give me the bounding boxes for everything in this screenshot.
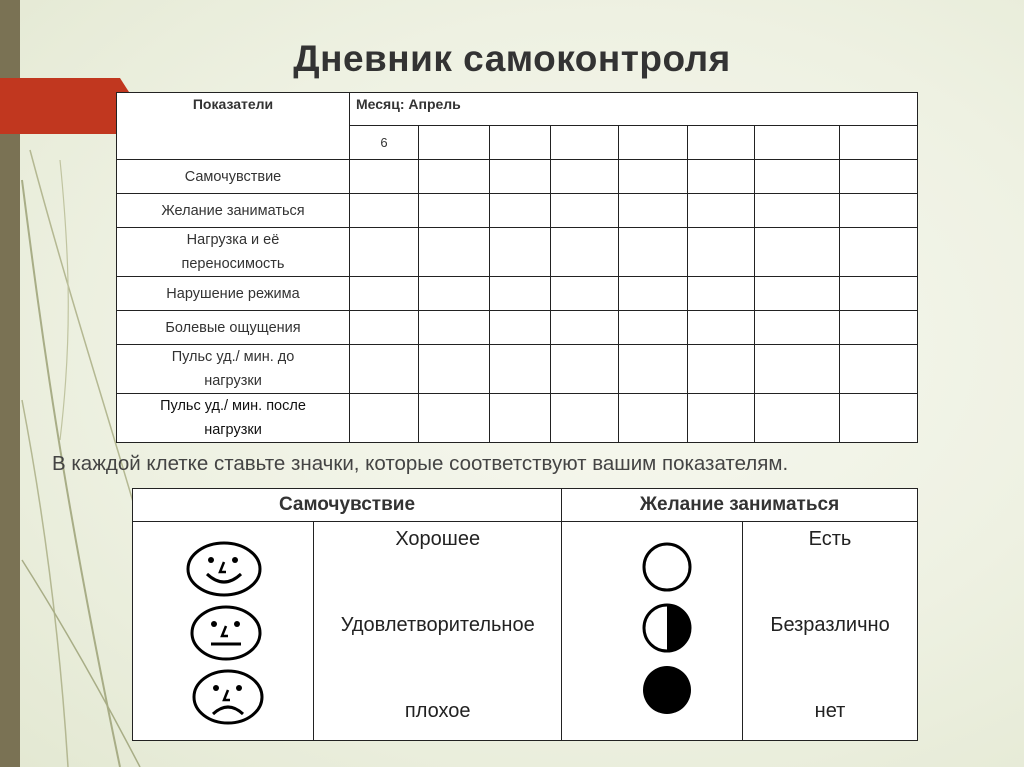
legend-table: [132, 488, 918, 741]
table-row: [117, 277, 918, 311]
month-header: Месяц: Апрель: [350, 93, 918, 126]
day-cell: [840, 126, 918, 160]
entry-cell[interactable]: [755, 311, 840, 345]
indicators-header: Показатели: [117, 93, 350, 160]
day-cell: [419, 126, 490, 160]
table-row: [117, 345, 918, 394]
entry-cell[interactable]: [350, 394, 419, 443]
day-cell: 6: [350, 126, 419, 160]
entry-cell[interactable]: [490, 228, 551, 277]
row-label: Нарушение режима: [117, 277, 350, 311]
table-row: [117, 394, 918, 443]
entry-cell[interactable]: [755, 277, 840, 311]
entry-cell[interactable]: [490, 394, 551, 443]
desire-indifferent-label: Безразлично: [770, 614, 890, 636]
day-cell: [619, 126, 688, 160]
entry-cell[interactable]: [619, 345, 688, 394]
table-row: [117, 311, 918, 345]
row-label: Пульс уд./ мин. до нагрузки: [117, 345, 350, 394]
entry-cell[interactable]: [688, 394, 755, 443]
entry-cell[interactable]: [755, 194, 840, 228]
entry-cell[interactable]: [755, 345, 840, 394]
entry-cell[interactable]: [419, 160, 490, 194]
entry-cell[interactable]: [840, 311, 918, 345]
row-label: Болевые ощущения: [117, 311, 350, 345]
entry-cell[interactable]: [619, 194, 688, 228]
entry-cell[interactable]: [419, 277, 490, 311]
entry-cell[interactable]: [840, 228, 918, 277]
entry-cell[interactable]: [688, 311, 755, 345]
entry-cell[interactable]: [840, 194, 918, 228]
entry-cell[interactable]: [350, 345, 419, 394]
self-control-diary-table: [116, 92, 918, 443]
entry-cell[interactable]: [490, 311, 551, 345]
entry-cell[interactable]: [688, 277, 755, 311]
entry-cell[interactable]: [619, 277, 688, 311]
wellbeing-icons-cell: [133, 522, 314, 741]
entry-cell[interactable]: [350, 194, 419, 228]
entry-cell[interactable]: [551, 228, 619, 277]
desire-icons-cell: [562, 522, 743, 741]
entry-cell[interactable]: [350, 228, 419, 277]
wellbeing-good-label: Хорошее: [395, 528, 481, 550]
entry-cell[interactable]: [755, 160, 840, 194]
row-label: Желание заниматься: [117, 194, 350, 228]
entry-cell[interactable]: [490, 160, 551, 194]
entry-cell[interactable]: [490, 277, 551, 311]
empty-circle-icon: [641, 541, 693, 593]
happy-face-icon: [185, 540, 263, 598]
entry-cell[interactable]: [840, 160, 918, 194]
entry-cell[interactable]: [688, 194, 755, 228]
entry-cell[interactable]: [619, 311, 688, 345]
entry-cell[interactable]: [551, 160, 619, 194]
desire-yes-label: Есть: [808, 528, 852, 550]
entry-cell[interactable]: [755, 394, 840, 443]
row-label: Нагрузка и её переносимость: [117, 228, 350, 277]
entry-cell[interactable]: [419, 394, 490, 443]
day-cell: [551, 126, 619, 160]
entry-cell[interactable]: [551, 345, 619, 394]
entry-cell[interactable]: [350, 277, 419, 311]
entry-cell[interactable]: [490, 194, 551, 228]
page-title: Дневник самоконтроля: [293, 38, 731, 79]
entry-cell[interactable]: [419, 194, 490, 228]
day-cell: [755, 126, 840, 160]
entry-cell[interactable]: [490, 345, 551, 394]
entry-cell[interactable]: [688, 345, 755, 394]
entry-cell[interactable]: [840, 277, 918, 311]
entry-cell[interactable]: [350, 311, 419, 345]
row-label: Самочувствие: [117, 160, 350, 194]
neutral-face-icon: [189, 604, 263, 662]
filled-circle-icon: [641, 664, 693, 716]
wellbeing-ok-label: Удовлетворительное: [340, 614, 535, 636]
entry-cell[interactable]: [419, 345, 490, 394]
desire-no-label: нет: [814, 700, 846, 722]
entry-cell[interactable]: [840, 345, 918, 394]
entry-cell[interactable]: [350, 160, 419, 194]
table-row: [117, 160, 918, 194]
desire-labels-cell: [743, 522, 918, 741]
entry-cell[interactable]: [419, 311, 490, 345]
wellbeing-bad-label: плохое: [404, 700, 471, 722]
wellbeing-labels-cell: [314, 522, 562, 741]
entry-cell[interactable]: [688, 228, 755, 277]
desire-header: Желание заниматься: [562, 489, 918, 522]
table-row: [117, 228, 918, 277]
wellbeing-header: Самочувствие: [133, 489, 562, 522]
day-cell: [490, 126, 551, 160]
entry-cell[interactable]: [551, 394, 619, 443]
half-circle-icon: [641, 602, 693, 654]
entry-cell[interactable]: [551, 277, 619, 311]
entry-cell[interactable]: [688, 160, 755, 194]
entry-cell[interactable]: [619, 228, 688, 277]
entry-cell[interactable]: [840, 394, 918, 443]
table-row: [117, 194, 918, 228]
entry-cell[interactable]: [755, 228, 840, 277]
row-label: Пульс уд./ мин. после нагрузки: [117, 394, 350, 443]
entry-cell[interactable]: [619, 160, 688, 194]
instruction-text: В каждой клетке ставьте значки, которые соответствуют вашим показателям.: [52, 452, 789, 475]
entry-cell[interactable]: [419, 228, 490, 277]
entry-cell[interactable]: [551, 194, 619, 228]
day-cell: [688, 126, 755, 160]
entry-cell[interactable]: [619, 394, 688, 443]
entry-cell[interactable]: [551, 311, 619, 345]
sad-face-icon: [191, 668, 265, 726]
